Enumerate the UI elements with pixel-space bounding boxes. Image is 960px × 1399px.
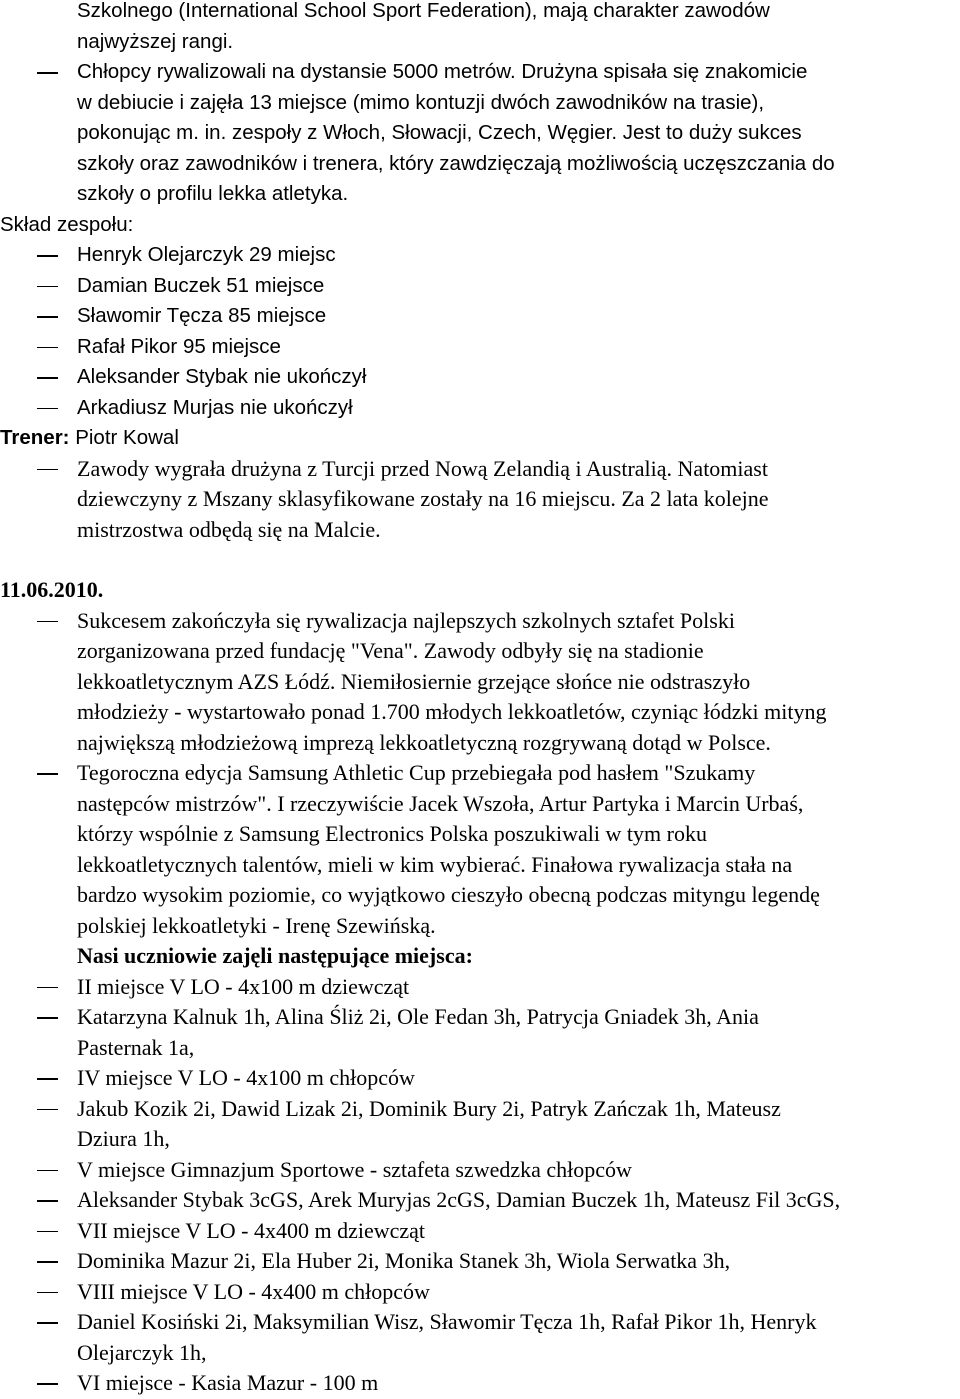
dash-bullet bbox=[37, 1200, 58, 1202]
places-list bbox=[0, 972, 960, 1399]
dash-bullet bbox=[37, 1109, 58, 1111]
dash-bullet bbox=[37, 1383, 58, 1385]
dash-bullet bbox=[37, 347, 58, 349]
text-line: polskiej lekkoatletyki - Irenę Szewińską. bbox=[77, 912, 436, 938]
list-item-relay bbox=[0, 606, 960, 759]
text-line: Zawody wygrała drużyna z Turcji przed Nową Zelandią i Australią. Natomiast bbox=[77, 455, 768, 481]
text-line: największą młodzieżową imprezą lekkoatletyczną rozgrywaną dotąd w Polsce. bbox=[77, 729, 771, 755]
list-item bbox=[0, 271, 960, 302]
text-line: zorganizowana przed fundację "Vena". Zawody odbyły się na stadionie bbox=[77, 638, 704, 663]
text-line: Tegoroczna edycja Samsung Athletic Cup przebiegała pod hasłem "Szukamy bbox=[77, 760, 756, 785]
dash-bullet bbox=[37, 408, 58, 410]
spacer bbox=[0, 545, 960, 575]
list-item bbox=[0, 1246, 960, 1277]
text-line: najwyższej rangi. bbox=[77, 29, 234, 53]
list-item bbox=[0, 362, 960, 393]
text-line: następców mistrzów". I rzeczywiście Jacek Wszoła, Artur Partyka i Marcin Urbaś, bbox=[77, 790, 804, 816]
dash-bullet bbox=[37, 377, 58, 379]
team-heading: Skład zespołu: bbox=[0, 212, 134, 236]
list-item bbox=[0, 240, 960, 271]
member-text: Arkadiusz Murjas nie ukończył bbox=[77, 395, 353, 419]
dash-bullet bbox=[37, 72, 58, 74]
dash-bullet bbox=[37, 1322, 58, 1324]
list-item-result bbox=[0, 454, 960, 546]
dash-bullet bbox=[37, 1017, 58, 1019]
list-item bbox=[0, 1063, 960, 1094]
text-line: Olejarczyk 1h, bbox=[77, 1339, 207, 1365]
list-item bbox=[0, 301, 960, 332]
text-line: mistrzostwa odbędą się na Malcie. bbox=[77, 516, 381, 542]
trainer-name: Piotr Kowal bbox=[69, 426, 179, 449]
list-item bbox=[0, 1185, 960, 1216]
text-line: Sukcesem zakończyła się rywalizacja najlepszych szkolnych sztafet Polski bbox=[77, 607, 735, 633]
member-text: Aleksander Stybak nie ukończył bbox=[77, 365, 367, 388]
list-item bbox=[0, 1277, 960, 1308]
text-line: bardzo wysokim poziomie, co wyjątkowo cieszyło obecną podczas mityngu legendę bbox=[77, 882, 820, 907]
list-item bbox=[0, 332, 960, 363]
dash-bullet bbox=[37, 316, 58, 318]
section-date: 11.06.2010. bbox=[0, 577, 104, 602]
text-line: szkoły oraz zawodników i trenera, który zawdzięczają możliwością uczęszczania do bbox=[77, 151, 835, 175]
dash-bullet bbox=[37, 1231, 58, 1233]
list-item bbox=[0, 1307, 960, 1368]
list-item bbox=[0, 972, 960, 1003]
text-line: w debiucie i zajęła 13 miejsce (mimo kontuzji dwóch zawodników na trasie), bbox=[77, 90, 765, 114]
text-line: dziewczyny z Mszany sklasyfikowane zostały na 16 miejscu. Za 2 lata kolejne bbox=[77, 486, 769, 511]
dash-bullet bbox=[37, 255, 58, 257]
text-line: szkoły o profilu lekka atletyka. bbox=[77, 182, 349, 205]
member-text: Sławomir Tęcza 85 miejsce bbox=[77, 304, 327, 327]
list-item bbox=[0, 1368, 960, 1399]
places-heading: Nasi uczniowie zajęli następujące miejsca: bbox=[77, 943, 473, 968]
text-line: którzy wspólnie z Samsung Electronics Polska poszukiwali w tym roku bbox=[77, 821, 707, 846]
dash-bullet bbox=[37, 773, 58, 775]
text-line: Pasternak 1a, bbox=[77, 1034, 195, 1060]
text-line: VIII miejsce V LO - 4x400 m chłopców bbox=[77, 1278, 430, 1304]
list-item bbox=[0, 1094, 960, 1155]
text-line: VII miejsce V LO - 4x400 m dziewcząt bbox=[77, 1217, 426, 1243]
dash-bullet bbox=[37, 1292, 58, 1294]
list-item bbox=[0, 1155, 960, 1186]
list-item-samsung bbox=[0, 758, 960, 941]
text-line: Daniel Kosiński 2i, Maksymilian Wisz, Sławomir Tęcza 1h, Rafał Pikor 1h, Henryk bbox=[77, 1309, 817, 1334]
team-members-list bbox=[0, 240, 960, 423]
member-text: Henryk Olejarczyk 29 miejsc bbox=[77, 243, 336, 266]
text-line: Aleksander Stybak 3cGS, Arek Muryjas 2cGS, Damian Buczek 1h, Mateusz Fil 3cGS, bbox=[77, 1187, 841, 1212]
text-line: Dziura 1h, bbox=[77, 1126, 170, 1151]
paragraph-continuation bbox=[0, 0, 960, 57]
text-line: Chłopcy rywalizowali na dystansie 5000 metrów. Drużyna spisała się znakomicie bbox=[77, 60, 808, 83]
dash-bullet bbox=[37, 1170, 58, 1172]
text-line: Dominika Mazur 2i, Ela Huber 2i, Monika Stanek 3h, Wiola Serwatka 3h, bbox=[77, 1248, 731, 1273]
dash-bullet bbox=[37, 286, 58, 288]
list-item-boys bbox=[0, 57, 960, 210]
trainer-label: Trener: bbox=[0, 426, 70, 449]
text-line: Katarzyna Kalnuk 1h, Alina Śliż 2i, Ole Fedan 3h, Patrycja Gniadek 3h, Ania bbox=[77, 1004, 759, 1029]
text-line: VI miejsce - Kasia Mazur - 100 m bbox=[77, 1370, 379, 1395]
text-line: Szkolnego (International School Sport Federation), mają charakter zawodów bbox=[77, 0, 770, 22]
text-line: Jakub Kozik 2i, Dawid Lizak 2i, Dominik Bury 2i, Patryk Zańczak 1h, Mateusz bbox=[77, 1095, 781, 1121]
list-item bbox=[0, 1002, 960, 1063]
dash-bullet bbox=[37, 987, 58, 989]
text-line: młodzieży - wystartowało ponad 1.700 młodych lekkoatletów, czyniąc łódzki mityng bbox=[77, 699, 827, 724]
text-line: II miejsce V LO - 4x100 m dziewcząt bbox=[77, 973, 410, 999]
text-line: lekkoatletycznym AZS Łódź. Niemiłosiernie grzejące słońce nie odstraszyło bbox=[77, 668, 751, 694]
list-item bbox=[0, 1216, 960, 1247]
trainer-line bbox=[0, 423, 960, 454]
list-item bbox=[0, 393, 960, 424]
dash-bullet bbox=[37, 1261, 58, 1263]
text-line: pokonując m. in. zespoły z Włoch, Słowacji, Czech, Węgier. Jest to duży sukces bbox=[77, 121, 802, 144]
text-line: V miejsce Gimnazjum Sportowe - sztafeta szwedzka chłopców bbox=[77, 1156, 632, 1182]
dash-bullet bbox=[37, 1078, 58, 1080]
dash-bullet bbox=[37, 469, 58, 471]
member-text: Rafał Pikor 95 miejsce bbox=[77, 334, 281, 358]
text-line: IV miejsce V LO - 4x100 m chłopców bbox=[77, 1065, 415, 1090]
member-text: Damian Buczek 51 miejsce bbox=[77, 273, 325, 297]
text-line: lekkoatletycznych talentów, mieli w kim wybierać. Finałowa rywalizacja stała na bbox=[77, 851, 793, 877]
dash-bullet bbox=[37, 621, 58, 623]
